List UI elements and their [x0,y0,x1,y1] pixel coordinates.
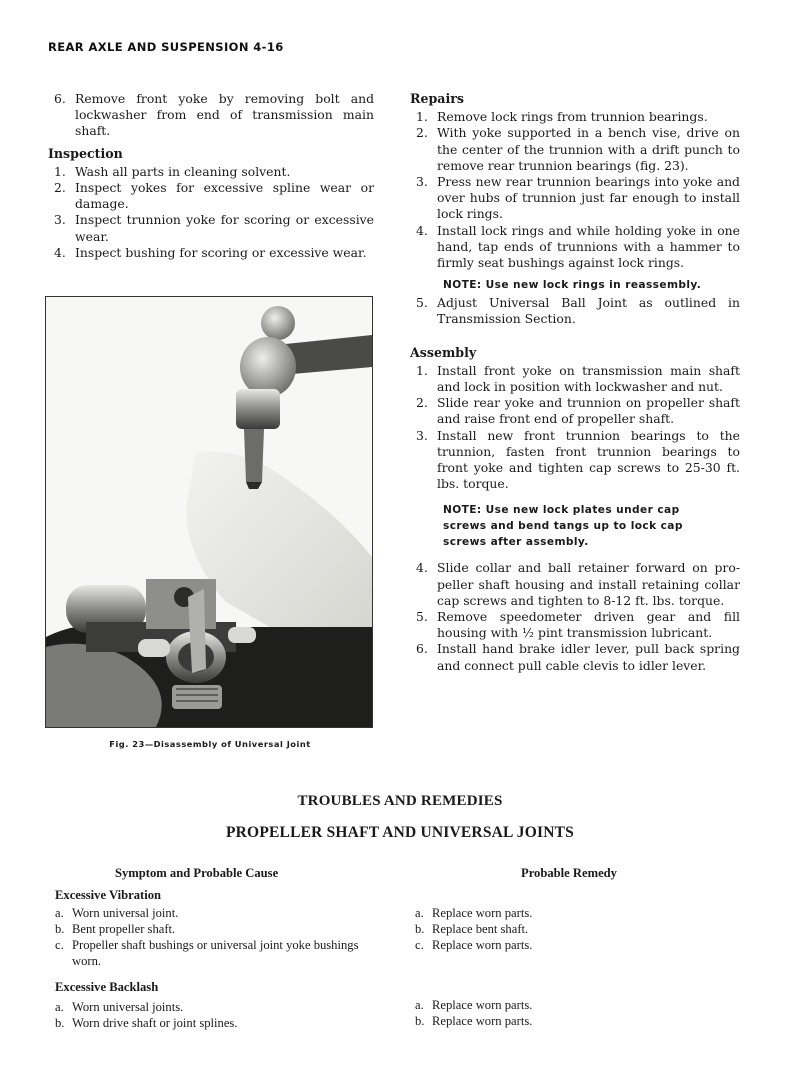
troubles-subtitle: PROPELLER SHAFT AND UNIVERSAL JOINTS [226,824,574,841]
symptom-group-backlash [55,979,375,1031]
column-header-symptom: Symptom and Probable Cause [115,866,279,880]
figure-universal-joint-photo [45,296,373,728]
cause-item: b. Worn drive shaft or joint splines. [55,1016,238,1030]
section-heading-repairs: Repairs [410,91,464,106]
list-item: 2. With yoke supported in a bench vise, drive on the center of the trunnion with a drift punch to remove rear trunnion bearings (fig. 23). [416,125,740,173]
list-item: 3. Install new front trunnion bearings to the trunnion, fasten front trunnion bearings to front yoke and tighten cap screws to 25-30 ft. lbs. torque. [416,427,740,492]
list-item: 5. Remove speedometer driven gear and fill housing with ½ pint transmission lubricant. [416,609,740,641]
list-item: 6. Install hand brake idler lever, pull back spring and connect pull cable clevis to idler lever. [416,641,740,673]
remedy-item: a. Replace worn parts. [415,906,533,920]
cause-item: c. Propeller shaft bushings or universal joint yoke bushings worn. [55,938,359,968]
figure-caption: Fig. 23—Disassembly of Universal Joint [109,739,311,749]
right-column [410,91,740,674]
list-item: 2. Inspect yokes for excessive spline wear or damage. [54,180,374,212]
remedy-item: b. Replace bent shaft. [415,922,529,936]
note-lock-rings: NOTE: Use new lock rings in reassembly. [443,279,702,292]
list-item: 2. Slide rear yoke and trunnion on propeller shaft and raise front end of propeller shaft. [416,395,740,427]
symptom-heading: Excessive Vibration [55,888,161,902]
remedy-item: a. Replace worn parts. [415,998,533,1012]
troubles-title: TROUBLES AND REMEDIES [297,793,503,809]
list-item: 4. Inspect bushing for scoring or excessive wear. [54,244,367,260]
section-heading-assembly: Assembly [410,344,477,360]
hammer-and-vise-illustration [46,297,372,727]
symptom-group-vibration [55,887,375,969]
cause-item: a. Worn universal joints. [55,1000,184,1014]
running-head: REAR AXLE AND SUSPENSION 4-16 [48,40,284,54]
remedy-group-backlash [415,997,715,1029]
cause-item: b. Bent propeller shaft. [55,922,176,936]
list-item: 3. Press new rear trunnion bearings into yoke and over hubs of trunnion just far enough to install lock rings. [416,174,740,222]
list-item: 1. Install front yoke on transmission main shaft and lock in position with lockwasher and nut. [416,362,740,395]
left-column [48,91,374,261]
symptom-heading: Excessive Backlash [55,980,159,994]
note-lock-plates: NOTE: Use new lock plates under cap screws and bend tangs up to lock cap screws after assembly. [443,504,683,549]
list-item: 1. Wash all parts in cleaning solvent. [54,163,291,179]
list-item: 4. Install lock rings and while holding yoke in one hand, tap ends of trunnions with a hammer to firmly seat bushings against lock rings. [416,222,740,271]
list-item: 1. Remove lock rings from trunnion bearings. [416,109,708,125]
remedy-group-vibration [415,905,715,953]
cause-item: a. Worn universal joint. [55,906,179,920]
list-item: 3. Inspect trunnion yoke for scoring or excessive wear. [54,212,374,244]
remedy-item: c. Replace worn parts. [415,938,533,952]
list-item: 5. Adjust Universal Ball Joint as outlined in Transmission Section. [416,295,740,327]
list-item: 6. Remove front yoke by removing bolt and lockwasher from end of transmission main shaft. [54,91,374,139]
column-header-remedy: Probable Remedy [521,866,617,880]
list-item: 4. Slide collar and ball retainer forward on propeller shaft housing and install retaining collar cap screws and tighten to 8-12 ft. lbs. torque. [416,560,740,608]
remedy-item: b. Replace worn parts. [415,1014,533,1028]
section-heading-inspection: Inspection [48,145,123,161]
